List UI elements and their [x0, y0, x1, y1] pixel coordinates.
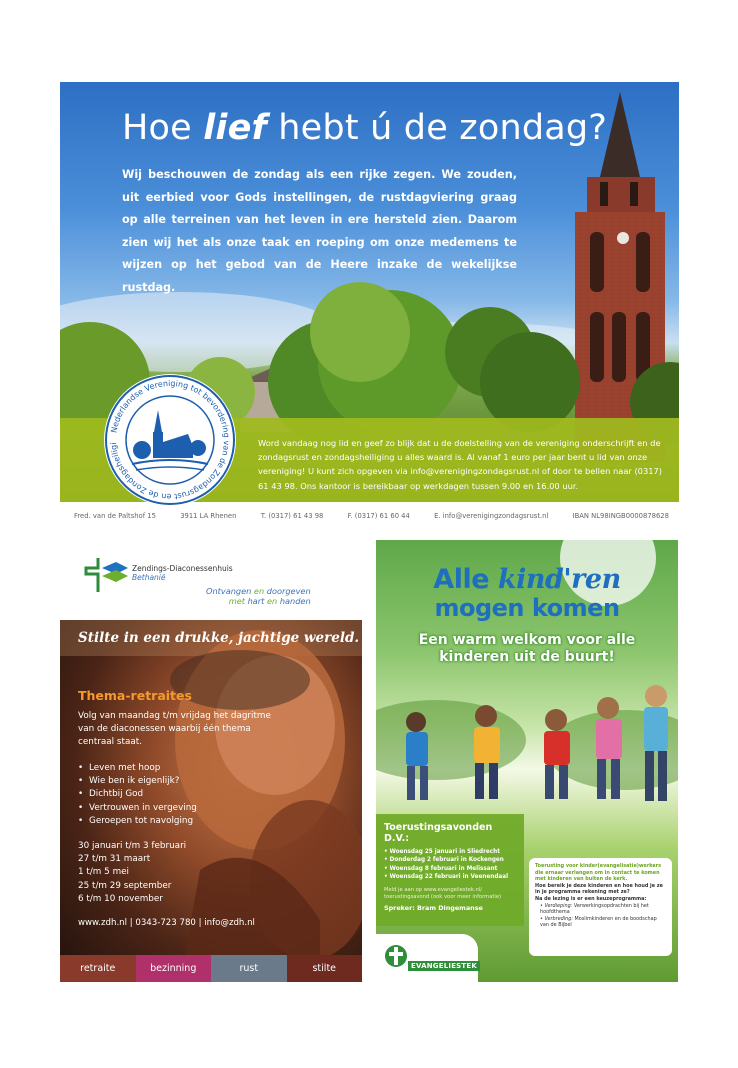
program-list	[535, 903, 666, 929]
date-item: 27 t/m 31 maart	[78, 854, 151, 865]
footer-phone: T. (0317) 61 43 98	[260, 512, 324, 520]
evangeliestek-advertisement	[376, 540, 678, 982]
date-item: 25 t/m 29 september	[78, 880, 172, 891]
training-title: Toerustingsavonden D.V.:	[384, 822, 493, 844]
welcome-subtitle: Een warm welkom voor alle kinderen uit de buurt!	[418, 632, 636, 665]
intro-paragraph: Wij beschouwen de zondag als een rijke zegen. We zouden, uit eerbied voor Gods instellingen, de rustdagviering graag op alle terreinen van het leven in ere hersteld zien. Daarom zien wij het als onze taak en roeping om onze medemens te wijzen op het gebod van de Heere inzake de wekelijkse rustdag.	[122, 168, 517, 294]
retreat-intro: Volg van maandag t/m vrijdag het dagritme van de diaconessen waarbij één thema centraal staat.	[78, 711, 271, 747]
footer-address: Fred. van de Paltshof 15	[74, 512, 156, 520]
list-item: • Geroepen tot navolging	[78, 815, 197, 828]
footer-fax: F. (0317) 61 60 44	[347, 512, 410, 520]
list-item: • Woensdag 25 januari in Sliedrecht	[384, 848, 516, 856]
training-evenings-box	[376, 814, 524, 926]
date-list	[78, 840, 186, 906]
date-item: 6 t/m 10 november	[78, 893, 163, 904]
training-intro: Toerusting voor kinder(evangelisatie)werkers die ernaar verlangen om in contact te komen met kinderen van buiten de kerk.	[535, 863, 662, 883]
keyword-rust: rust	[211, 955, 287, 982]
list-item: • Woensdag 8 februari in Melissant	[384, 865, 516, 873]
evangeliestek-logo	[376, 934, 478, 982]
footer-email: E. info@verenigingzondagsrust.nl	[434, 512, 549, 520]
contact-footer	[60, 506, 679, 526]
list-item: • Verbreding: Moslimkinderen en de boodschap van de Bijbel	[540, 916, 666, 929]
headline-emphasis: lief	[203, 108, 267, 148]
list-item: • Vertrouwen in vergeving	[78, 802, 197, 815]
list-item: • Donderdag 2 februari in Kockengen	[384, 856, 516, 864]
headline-line-2: mogen komen	[434, 594, 620, 622]
footer-postal: 3911 LA Rhenen	[180, 512, 237, 520]
speaker-line: Spreker: Bram Dingemanse	[384, 904, 483, 913]
logo-wordmark: EVANGELIESTEK	[408, 961, 480, 971]
training-question: Hoe bereik je deze kinderen en hoe houd je ze in je programma rekening met ze?	[535, 882, 663, 896]
list-item: • Wie ben ik eigenlijk?	[78, 775, 197, 788]
date-item: 1 t/m 5 mei	[78, 867, 129, 878]
session-list	[384, 848, 516, 882]
footer-iban: IBAN NL98INGB0000878628	[572, 512, 669, 520]
membership-text: Word vandaag nog lid en geef zo blijk dat u de doelstelling van de vereniging onderschrijft en de zondagsrust en zondagsheiliging u alles waard is. Al vanaf 1 euro per jaar bent u lid van onze vereniging! U kunt zich opgeven via info@verenigingzondagsrust.nl of door te bellen naar (0317) 61 43 98. Ons kantoor is bereikbaar op werkdagen tussen 9.00 en 16.00 uur.	[258, 438, 663, 491]
main-headline: Hoe lief hebt ú de zondag?	[122, 108, 608, 148]
bethanie-logo-icon	[76, 554, 136, 596]
theme-title: Thema-retraites	[78, 688, 192, 703]
keyword-stilte: stilte	[287, 955, 363, 982]
org-subname: Bethanië	[132, 573, 166, 582]
date-item: 30 januari t/m 3 februari	[78, 841, 187, 851]
training-details-box	[529, 858, 672, 956]
retreat-contact: www.zdh.nl | 0343-723 780 | info@zdh.nl	[78, 918, 255, 928]
retreat-advertisement	[60, 540, 362, 982]
organisation-name	[132, 564, 233, 582]
theme-list	[78, 762, 197, 828]
keyword-retraite: retraite	[60, 955, 136, 982]
list-item: • Verdieping: Verwerkingsopdrachten bij het hoofdthema	[540, 903, 666, 916]
praying-statue-photo	[60, 620, 362, 982]
program-intro: Na de lezing is er een keuzeprogramma:	[535, 895, 647, 902]
signup-note: Meld je aan op www.evangeliestek.nl/ toerustingsavond (ook voor meer informatie)	[384, 886, 502, 900]
list-item: • Leven met hoop	[78, 762, 197, 775]
list-item: • Woensdag 22 februari in Veenendaal	[384, 873, 516, 881]
keyword-bar	[60, 955, 362, 982]
seal-text: Nederlandse Vereniging tot bevordering van de Zondagsrust en de Zondagsheiligi	[109, 378, 232, 502]
org-name: Zendings-Diaconessenhuis	[132, 564, 233, 573]
retreat-headline: Stilte in een drukke, jachtige wereld.	[78, 630, 360, 646]
tagline: Ontvangen en doorgeven met hart en handen	[206, 586, 311, 606]
list-item: • Dichtbij God	[78, 788, 197, 801]
keyword-bezinning: bezinning	[136, 955, 212, 982]
zondagsrust-advertisement	[60, 82, 679, 527]
association-seal-logo	[102, 372, 238, 508]
headline-line-1: Alle kind'ren	[433, 564, 621, 595]
